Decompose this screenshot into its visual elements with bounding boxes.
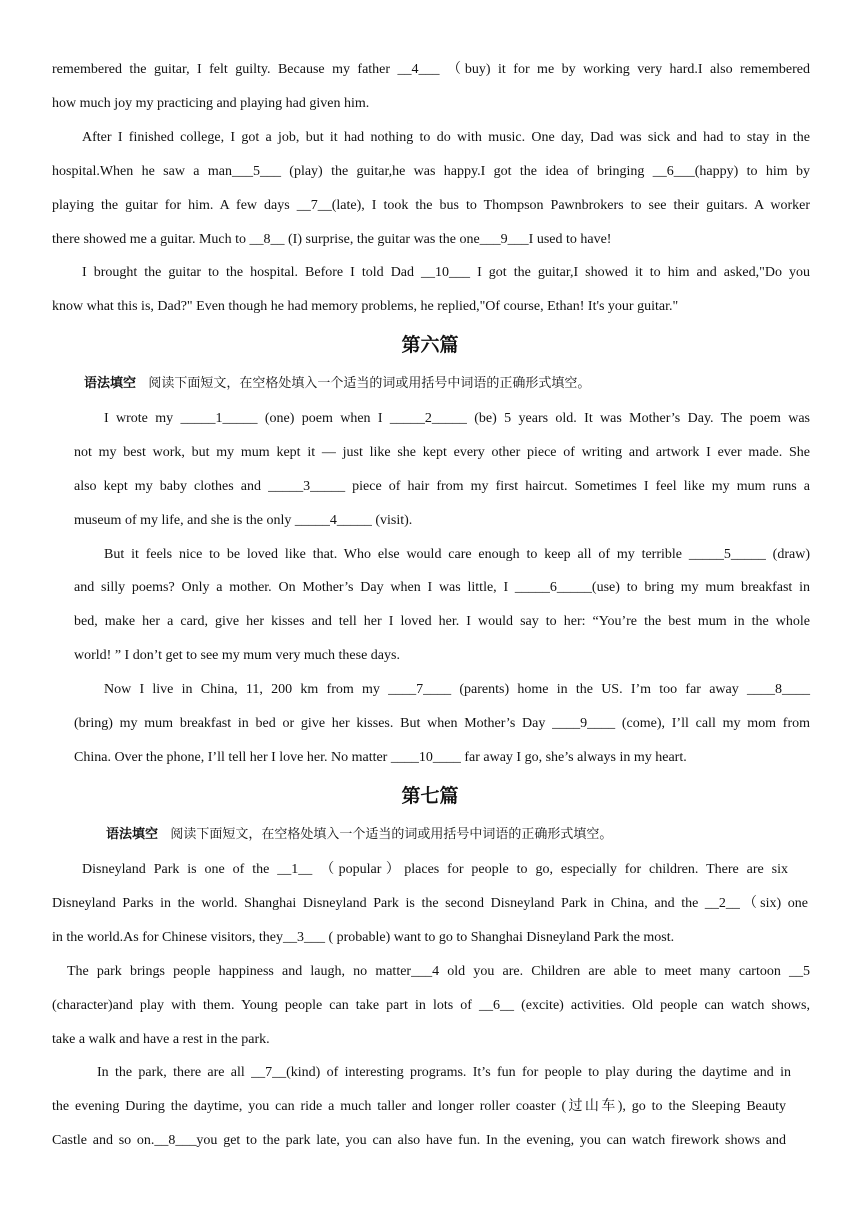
paragraph-line: (character)and play with them. Young people can take part in lots of __6__ (excite) activities. Old people can watch shows, [52,998,810,1013]
paragraph-line: In the park, there are all __7__(kind) of interesting programs. It’s fun for people to play during the daytime and in [97,1065,791,1080]
paragraph-line: Disneyland Park is one of the __1__ （popular）places for people to go, especially for children. There are six [82,862,788,877]
paragraph-line: I brought the guitar to the hospital. Before I told Dad __10___ I got the guitar,I showed it to him and asked,"Do you [82,265,810,280]
instruction-label: 语法填空 [106,827,159,842]
paragraph-line: The park brings people happiness and laugh, no matter___4 old you are. Children are able to meet many cartoon __5 [67,964,810,979]
paragraph-line: remembered the guitar, I felt guilty. Because my father __4___ （buy) it for me by working very hard.I also remembered [52,62,810,77]
paragraph-line: But it feels nice to be loved like that. Who else would care enough to keep all of my terrible _____5_____ (draw) [104,547,810,562]
section-title: 第七篇 [401,785,459,807]
instruction [84,374,590,394]
paragraph-line: how much joy my practicing and playing had given him. [52,96,370,111]
paragraph-line: museum of my life, and she is the only _____4_____ (visit). [74,513,413,528]
paragraph-line: also kept my baby clothes and _____3_____ piece of hair from my first haircut. Sometimes I feel like my mum runs a [74,479,810,494]
paragraph-line: playing the guitar for him. A few days __7__(late), I took the bus to Thompson Pawnbrokers to see their guitars. A worker [52,198,810,213]
paragraph-line: I wrote my _____1_____ (one) poem when I _____2_____ (be) 5 years old. It was Mother’s Day. The poem was [104,411,810,426]
paragraph-line: China. Over the phone, I’ll tell her I love her. No matter ____10____ far away I go, she’s always in my heart. [74,750,687,765]
paragraph-line: not my best work, but my mum kept it — just like she kept every other piece of writing and artwork I ever made. She [74,445,810,460]
paragraph-line: the evening During the daytime, you can ride a much taller and longer roller coaster (过山车), go to the Sleeping Beauty [52,1099,786,1114]
paragraph-line: and silly poems? Only a mother. On Mother’s Day when I was little, I _____6_____(use) to bring my mum breakfast in [74,580,810,595]
paragraph-line: world! ” I don’t get to see my mum very much these days. [74,648,400,663]
paragraph-line: in the world.As for Chinese visitors, they__3___ ( probable) want to go to Shanghai Disneyland Park the most. [52,930,675,945]
section-title: 第六篇 [401,334,459,356]
paragraph-line: there showed me a guitar. Much to __8__ (I) surprise, the guitar was the one___9___I used to have! [52,232,612,247]
paragraph-line: (bring) my mum breakfast in bed or give her kisses. But when Mother’s Day ____9____ (come), I’ll call my mom from [74,716,810,731]
paragraph-line: Disneyland Parks in the world. Shanghai Disneyland Park is the second Disneyland Park in China, and the __2__（six) one [52,896,808,911]
instruction [106,825,612,845]
paragraph-line: know what this is, Dad?" Even though he had memory problems, he replied,"Of course, Ethan! It's your guitar." [52,299,679,314]
paragraph-line: take a walk and have a rest in the park. [52,1032,270,1047]
instruction-text: 阅读下面短文，在空格处填入一个适当的词或用括号中词语的正确形式填空。 [148,376,591,391]
paragraph-line: Now I live in China, 11, 200 km from my ____7____ (parents) home in the US. I’m too far away ____8____ [104,682,810,697]
paragraph-line: bed, make her a card, give her kisses and tell her I loved her. I would say to her: “You’re the best mum in the whole [74,614,810,629]
paragraph-line: hospital.When he saw a man___5___ (play) the guitar,he was happy.I got the idea of bringing __6___(happy) to him by [52,164,810,179]
paragraph-line: After I finished college, I got a job, but it had nothing to do with music. One day, Dad was sick and had to stay in the [82,130,810,145]
instruction-text: 阅读下面短文，在空格处填入一个适当的词或用括号中词语的正确形式填空。 [170,827,613,842]
instruction-label: 语法填空 [84,376,137,391]
paragraph-line: Castle and so on.__8___you get to the park late, you can also have fun. In the evening, you can watch firework shows and [52,1133,786,1148]
